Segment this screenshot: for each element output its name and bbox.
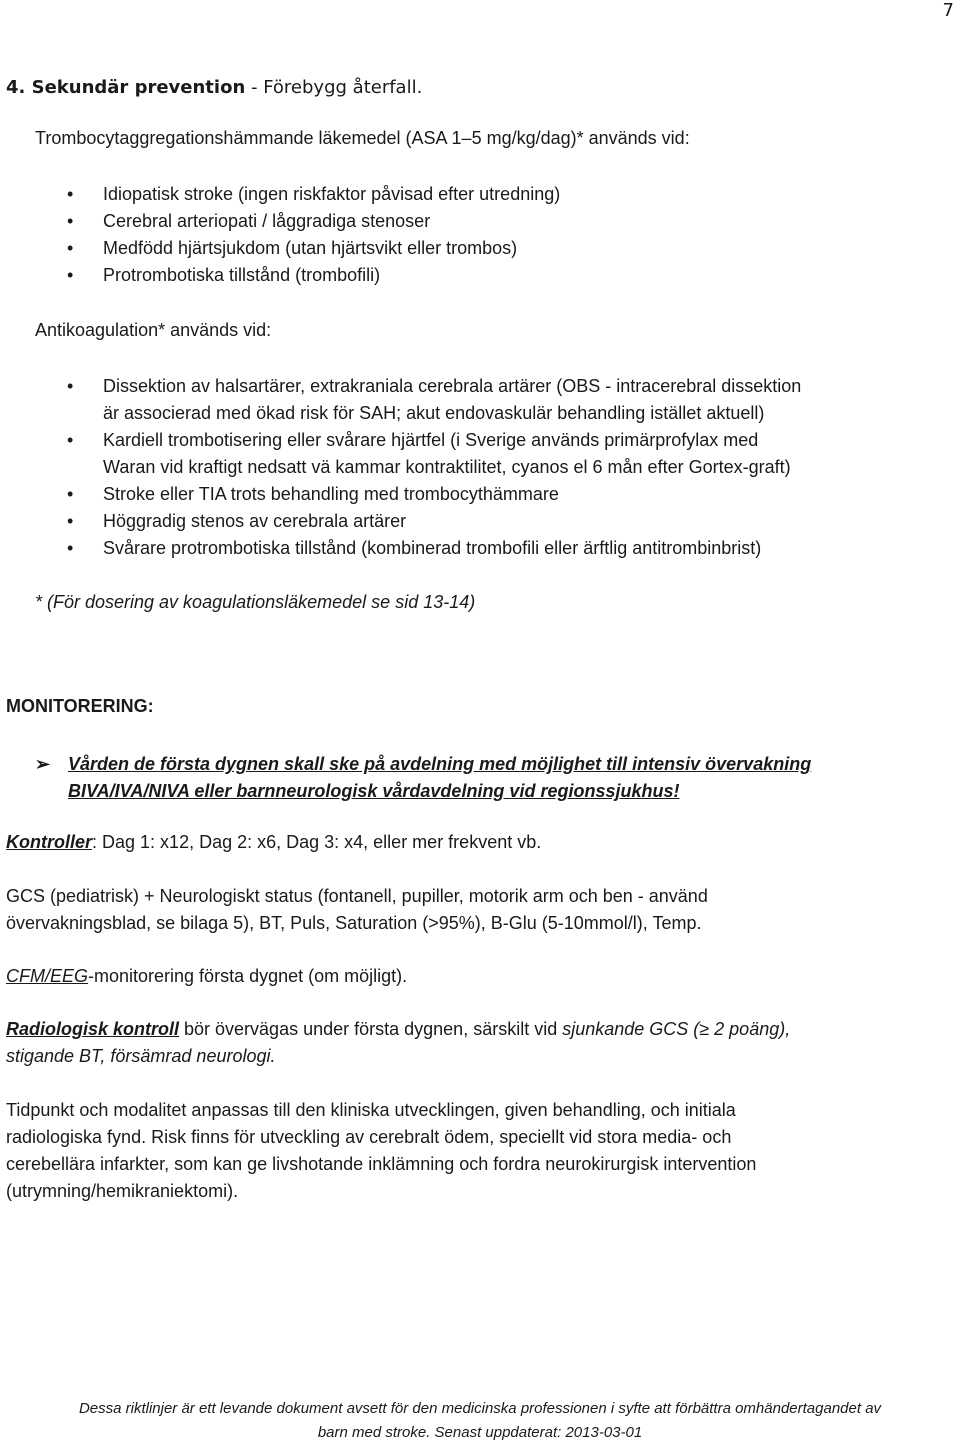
- cfm-paragraph: [6, 963, 407, 990]
- radiology-label: Radiologisk kontroll: [6, 1019, 180, 1039]
- dosing-note: * (För dosering av koagulationsläkemedel se sid 13-14): [35, 592, 476, 612]
- list-item: • Protrombotiska tillstånd (trombofili): [0, 262, 560, 289]
- antikoag-intro: Antikoagulation* används vid:: [35, 320, 272, 340]
- list-item: • Svårare protrombotiska tillstånd (kombinerad trombofili eller ärftlig antitrombinbrist): [0, 535, 801, 562]
- list-item: • Kardiell trombotisering eller svårare hjärtfel (i Sverige används primärprofylax med Waran vid kraftigt nedsatt vä kammar kontraktilitet, cyanos el 6 mån efter Gortex-graft): [0, 427, 801, 481]
- list-item: • Medfödd hjärtsjukdom (utan hjärtsvikt eller trombos): [0, 235, 560, 262]
- asa-list: [0, 181, 560, 289]
- section-heading: [6, 77, 422, 98]
- timing-line-2: radiologiska fynd. Risk finns för utveckling av cerebralt ödem, speciellt vid stora media- och: [6, 1127, 732, 1147]
- page-footer: [0, 1397, 960, 1445]
- antikoag-list: [0, 373, 801, 562]
- radiology-text: bör övervägas under första dygnen, särskilt vid: [179, 1019, 563, 1039]
- controls-paragraph: [6, 829, 541, 856]
- controls-text: : Dag 1: x12, Dag 2: x6, Dag 3: x4, eller mer frekvent vb.: [92, 832, 542, 852]
- timing-line-3: cerebellära infarkter, som kan ge livshotande inklämning och fordra neurokirurgisk intervention: [6, 1154, 757, 1174]
- gcs-line-1: GCS (pediatrisk) + Neurologiskt status (fontanell, pupiller, motorik arm och ben - använd: [6, 886, 708, 906]
- list-item: • Dissektion av halsartärer, extrakraniala cerebrala artärer (OBS - intracerebral dissektion är associerad med ökad risk för SAH; akut endovaskulär behandling istället aktuell): [0, 373, 801, 427]
- list-item: • Höggradig stenos av cerebrala artärer: [0, 508, 801, 535]
- timing-paragraph: [6, 1097, 756, 1205]
- controls-label: Kontroller: [6, 832, 93, 852]
- cfm-text: -monitorering första dygnet (om möjligt).: [88, 966, 408, 986]
- timing-line-4: (utrymning/hemikraniektomi).: [6, 1181, 239, 1201]
- list-item: • Cerebral arteriopati / låggradiga stenoser: [0, 208, 560, 235]
- list-item: • Stroke eller TIA trots behandling med trombocythämmare: [0, 481, 801, 508]
- footer-line-1: Dessa riktlinjer är ett levande dokument avsett för den medicinska professionen i syfte att förbättra omhändertagandet av: [78, 1400, 882, 1417]
- footer-line-2: barn med stroke. Senast uppdaterat: 2013-03-01: [317, 1424, 643, 1441]
- care-line-2: BIVA/IVA/NIVA eller barnneurologisk vårdavdelning vid regionssjukhus!: [68, 781, 680, 801]
- monitoring-title: MONITORERING:: [6, 696, 154, 716]
- list-item: • Idiopatisk stroke (ingen riskfaktor påvisad efter utredning): [0, 181, 560, 208]
- page-number: 7: [942, 0, 954, 21]
- care-notice: [35, 751, 811, 805]
- timing-line-1: Tidpunkt och modalitet anpassas till den kliniska utvecklingen, given behandling, och initiala: [6, 1100, 736, 1120]
- radiology-paragraph: [6, 1016, 790, 1070]
- section-heading-rest: - Förebygg återfall.: [245, 77, 423, 98]
- care-line-1: Vården de första dygnen skall ske på avdelning med möjlighet till intensiv övervakning: [68, 754, 812, 774]
- gcs-paragraph: [6, 883, 708, 937]
- radiology-italic: sjunkande GCS (≥ 2 poäng),: [562, 1019, 791, 1039]
- arrow-bullet-icon: ➢: [35, 754, 51, 774]
- cfm-label: CFM/EEG: [6, 966, 89, 986]
- asa-intro: Trombocytaggregationshämmande läkemedel (ASA 1–5 mg/kg/dag)* används vid:: [35, 128, 690, 148]
- section-heading-bold: 4. Sekundär prevention: [6, 77, 246, 98]
- gcs-line-2: övervakningsblad, se bilaga 5), BT, Puls, Saturation (>95%), B-Glu (5-10mmol/l), Temp.: [6, 913, 702, 933]
- radiology-line-2: stigande BT, försämrad neurologi.: [6, 1046, 276, 1066]
